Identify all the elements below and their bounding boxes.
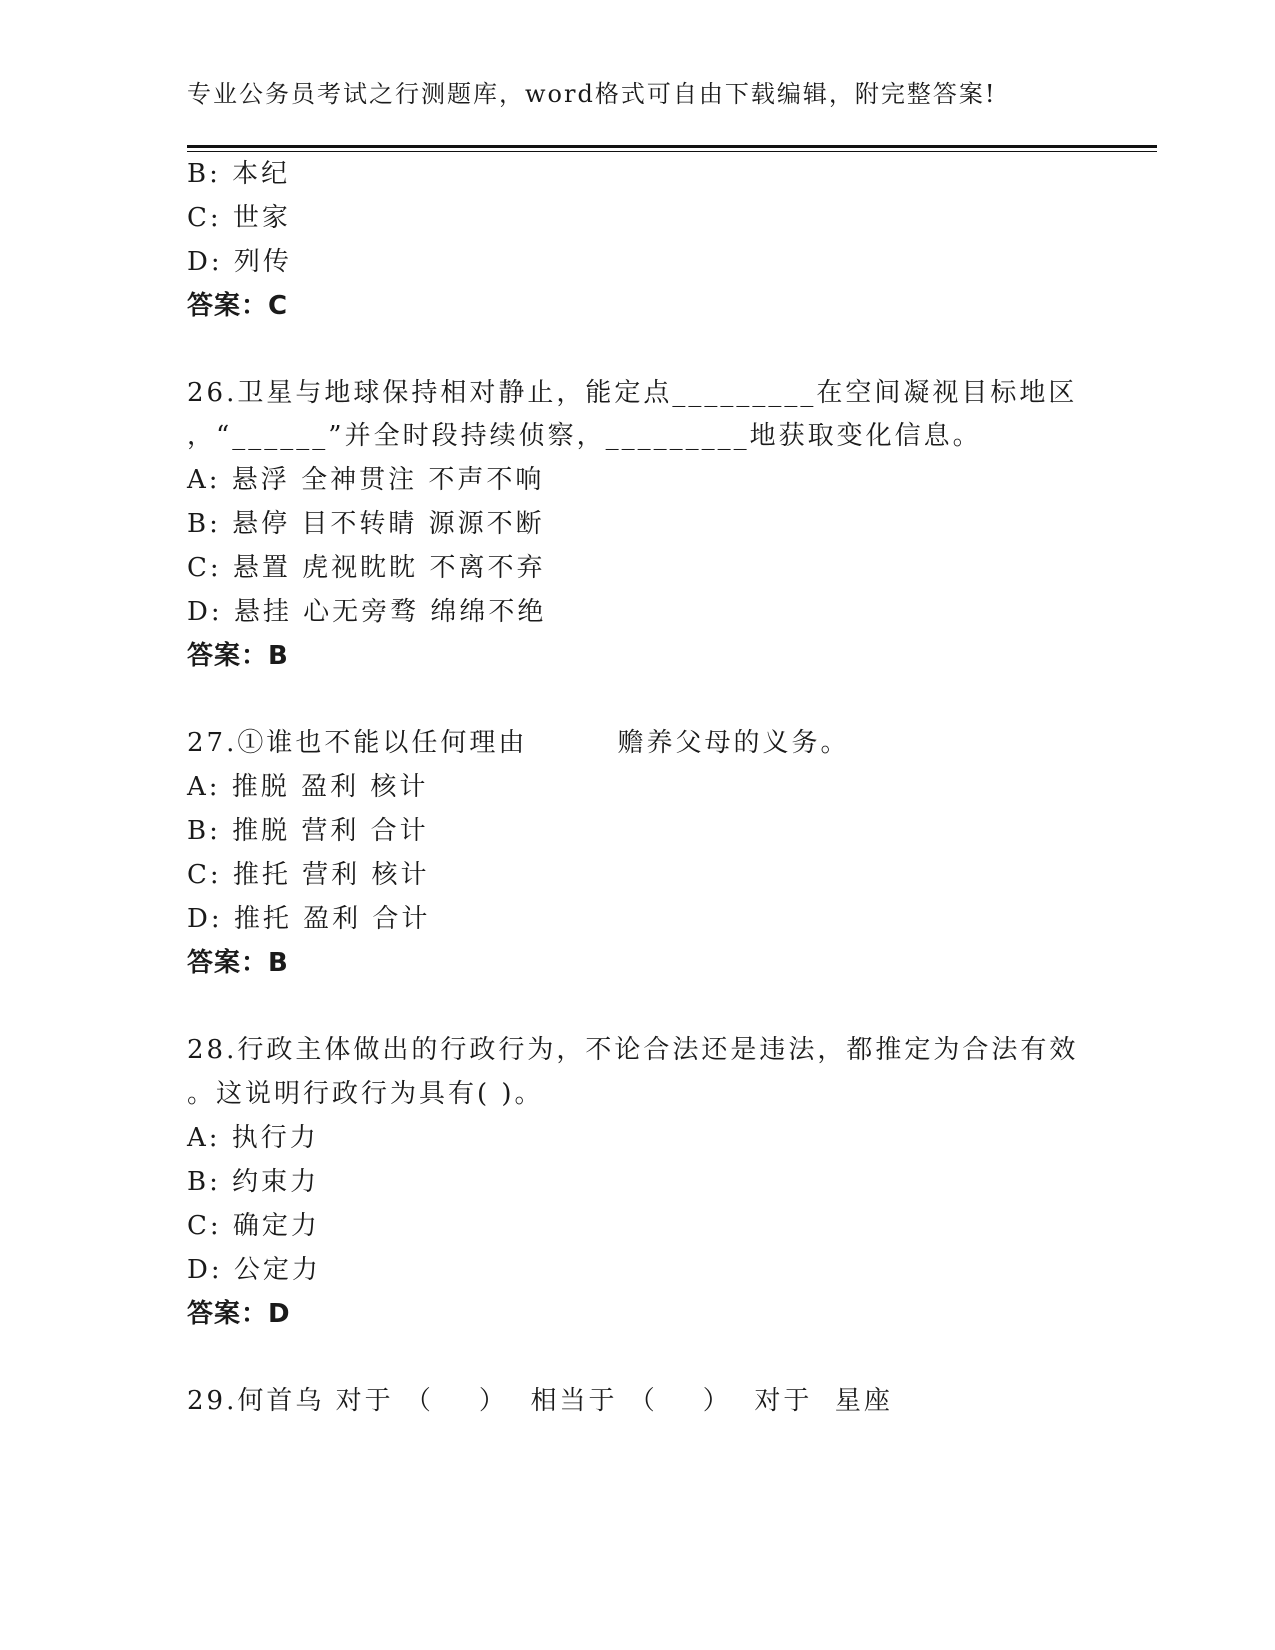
q28-stem-line2: 。这说明行政行为具有( )。 [187,1079,544,1109]
q26-answer: 答案：B [187,641,289,671]
q28-option-d: D: 公定力 [187,1255,321,1285]
q27-option-d: D: 推托 盈利 合计 [187,904,431,934]
header-divider-thick [187,145,1157,148]
q25-answer: 答案：C [187,291,289,321]
q28-answer: 答案：D [187,1299,291,1329]
q28-option-a: A: 执行力 [187,1123,319,1153]
q26-stem-line2: ，“______”并全时段持续侦察，_________地获取变化信息。 [187,421,982,451]
q28-option-c: C: 确定力 [187,1211,320,1241]
q27-option-c: C: 推托 营利 核计 [187,860,430,890]
q29-stem-line1: 29.何首乌 对于 （ ） 相当于 （ ） 对于 星座 [187,1386,893,1416]
q27-option-b: B: 推脱 营利 合计 [187,816,429,846]
q26-stem-line1: 26.卫星与地球保持相对静止，能定点_________在空间凝视目标地区 [187,378,1078,408]
q27-option-a: A: 推脱 盈利 核计 [187,772,429,802]
header-divider-thin [187,151,1157,152]
q25-option-d: D: 列传 [187,247,292,277]
q28-option-b: B: 约束力 [187,1167,320,1197]
q25-option-c: C: 世家 [187,203,291,233]
q28-stem-line1: 28.行政主体做出的行政行为，不论合法还是违法，都推定为合法有效 [187,1035,1079,1065]
q27-stem-line1: 27.①谁也不能以任何理由 赡养父母的义务。 [187,728,850,758]
q26-option-a: A: 悬浮 全神贯注 不声不响 [187,465,545,495]
page-header: 专业公务员考试之行测题库，word格式可自由下载编辑，附完整答案! [187,80,997,108]
q26-option-b: B: 悬停 目不转睛 源源不断 [187,509,545,539]
q27-answer: 答案：B [187,948,289,978]
q25-option-b: B: 本纪 [187,159,291,189]
q26-option-d: D: 悬挂 心无旁骛 绵绵不绝 [187,597,547,627]
q26-option-c: C: 悬置 虎视眈眈 不离不弃 [187,553,546,583]
